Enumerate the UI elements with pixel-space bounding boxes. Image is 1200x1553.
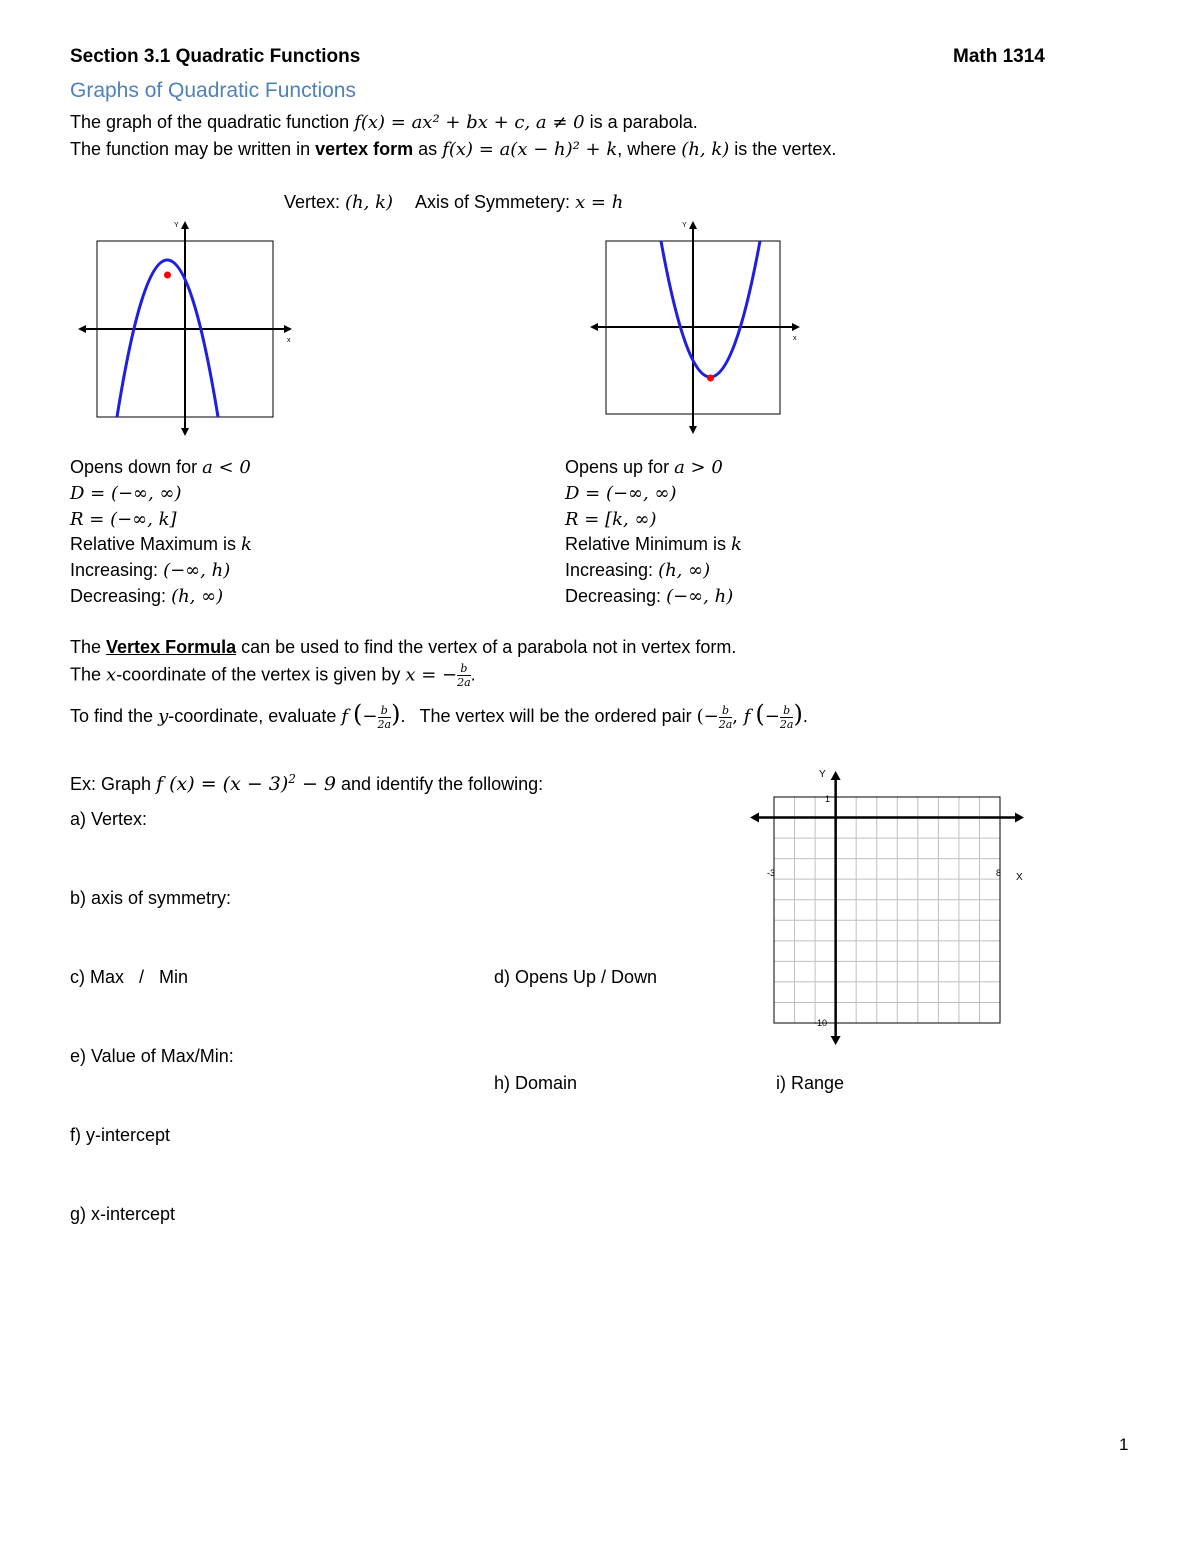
range-down: R = (−∞, k]: [70, 508, 177, 530]
y-axis-label: Y: [174, 222, 179, 229]
graph-opens-up: [580, 218, 810, 438]
x-axis-label: x: [793, 335, 797, 342]
question-d-opens: d) Opens Up / Down: [494, 967, 658, 987]
fraction-b-over-2a: $\frac{b}{2a}$: [457, 662, 471, 689]
grid-lines: [774, 797, 1000, 1023]
question-i-range: i) Range: [776, 1073, 845, 1093]
opens-down-text: Opens down for a < 0: [70, 457, 251, 478]
props-opens-down: [70, 455, 252, 610]
y-axis-arrow-up: [181, 221, 189, 229]
grid-y-max-label: 1: [825, 794, 831, 804]
grid-frame: [774, 797, 1000, 1023]
question-b-axis: b) axis of symmetry:: [70, 888, 232, 908]
page-number: 1: [1119, 1435, 1129, 1454]
y-axis-arrow-down: [831, 1036, 841, 1045]
graph-opens-down: [70, 218, 300, 438]
blank-grid-graph: [745, 762, 1035, 1052]
range-up: R = [k, ∞): [565, 508, 657, 530]
vertex-point: [707, 375, 714, 382]
y-axis-arrow-down: [181, 428, 189, 436]
decreasing-down: Decreasing: (h, ∞): [70, 585, 224, 607]
x-axis-label: x: [287, 337, 291, 344]
vertex-formula-line-3: To find the y-coordinate, evaluate f (− $\frac{b}{2a}$ ). The vertex will be the ordered pair (− $\frac{b}{2a}$ , f (− $\frac{b}{2a}$ ).: [70, 700, 808, 731]
example-prompt: Ex: Graph f $(x) = (x - 3)^2 - 9$ and identify the following:: [70, 772, 544, 795]
x-axis-arrow-left: [590, 323, 598, 331]
question-c-max-min: c) Max / Min: [70, 967, 189, 987]
grid-y-label: Y: [819, 769, 826, 780]
rel-min: Relative Minimum is k: [565, 534, 742, 556]
vertex-point: [164, 272, 171, 279]
question-f-y-intercept: f) y-intercept: [70, 1125, 171, 1145]
vertex-axis-line: Vertex: (h, k) Axis of Symmetery: x = h: [284, 192, 624, 213]
x-axis-arrow-left: [78, 325, 86, 333]
grid-x-label: X: [1016, 872, 1023, 883]
section-title: Section 3.1 Quadratic Functions: [70, 46, 361, 67]
intro-line-1: The graph of the quadratic function f(x) = ax² + bx + c, a ≠ 0 is a parabola.: [70, 112, 698, 133]
subheading: Graphs of Quadratic Functions: [70, 79, 356, 102]
course-label: Math 1314: [953, 46, 1045, 67]
question-g-x-intercept: g) x-intercept: [70, 1204, 176, 1224]
increasing-up: Increasing: (h, ∞): [565, 560, 711, 582]
y-axis-arrow-down: [689, 426, 697, 434]
rel-max: Relative Maximum is k: [70, 534, 252, 556]
domain-up: D = (−∞, ∞): [565, 482, 677, 504]
domain-down: D = (−∞, ∞): [70, 482, 182, 504]
parabola-down: [117, 260, 218, 417]
x-axis-arrow-right: [1015, 813, 1024, 823]
question-e-value: e) Value of Max/Min:: [70, 1046, 234, 1066]
increasing-down: Increasing: (−∞, h): [70, 560, 231, 582]
vertex-formula-line-2: The x-coordinate of the vertex is given by x = − $\frac{b}{2a}$ .: [70, 662, 476, 689]
intro-line-2: The function may be written in vertex form as f(x) = a(x − h)² + k, where (h, k) is the vertex.: [70, 139, 837, 160]
vertex-formula-line-1: The Vertex Formula can be used to find the vertex of a parabola not in vertex form.: [70, 637, 737, 657]
x-axis-arrow-right: [792, 323, 800, 331]
decreasing-up: Decreasing: (−∞, h): [565, 585, 734, 607]
question-a-vertex: a) Vertex:: [70, 809, 148, 829]
question-h-domain: h) Domain: [494, 1073, 578, 1093]
y-axis-label: Y: [682, 222, 687, 229]
props-opens-up: [565, 455, 742, 610]
grid-x-min-label: -3: [767, 868, 776, 878]
opens-up-text: Opens up for a > 0: [565, 457, 723, 478]
grid-y-min-label: -10: [814, 1018, 828, 1028]
y-axis-arrow-up: [689, 221, 697, 229]
parabola-up: [661, 241, 760, 377]
x-axis-arrow-left: [750, 813, 759, 823]
grid-x-max-label: 8: [996, 868, 1002, 878]
x-axis-arrow-right: [284, 325, 292, 333]
y-axis-arrow-up: [831, 771, 841, 780]
